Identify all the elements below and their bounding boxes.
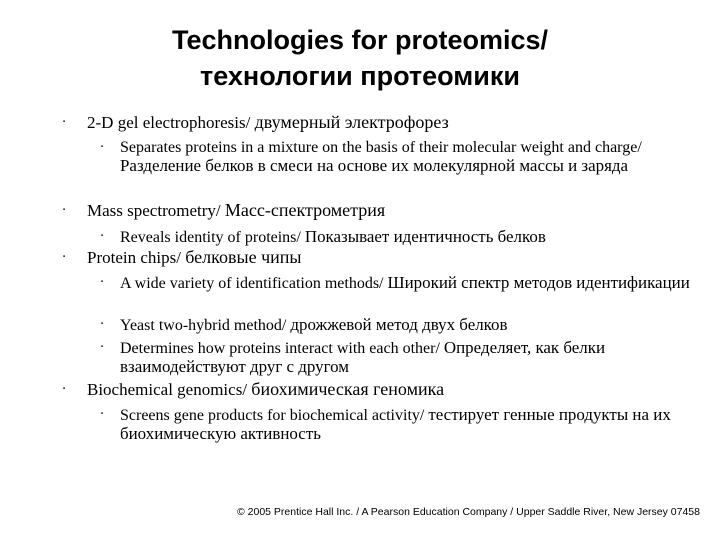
list-subitem [100, 273, 690, 293]
slide-title-russian: технологии протеомики [200, 61, 520, 91]
bullet-dot-icon: · [100, 275, 105, 290]
item-text-en: Protein chips/ [87, 248, 186, 267]
subitem-text-ru: Широкий спектр методов идентификации [387, 273, 690, 292]
subitem-text-ru: тестирует генные продукты на их биохимическую активность [120, 405, 671, 443]
bullet-dot-icon: · [100, 317, 105, 332]
bullet-dot-icon: · [100, 140, 105, 155]
list-subitem [100, 227, 690, 247]
bullet-dot-icon: · [62, 203, 67, 218]
slide-title [0, 22, 720, 94]
subitem-text-ru: Показывает идентичность белков [304, 227, 546, 246]
bullet-dot-icon: · [100, 340, 105, 355]
list-item [62, 200, 697, 220]
subitem-text-en: Determines how proteins interact with each other/ [120, 340, 444, 357]
subitem-text-en: Reveals identity of proteins/ [120, 229, 305, 246]
list-item [62, 247, 697, 267]
list-subitem [100, 315, 690, 335]
bullet-dot-icon: · [62, 115, 67, 130]
item-text-en: 2-D gel electrophoresis/ [87, 113, 255, 132]
item-text-en: Mass spectrometry/ [87, 201, 225, 220]
subitem-text-ru: дрожжевой метод двух белков [290, 315, 508, 334]
item-text-en: Biochemical genomics/ [87, 380, 252, 399]
item-text-ru: Масс-спектрометрия [224, 200, 386, 220]
item-text-ru: белковые чипы [185, 247, 302, 267]
list-subitem [100, 338, 690, 377]
bullet-dot-icon: · [100, 407, 105, 422]
subitem-text-en: Screens gene products for biochemical activity/ [120, 407, 429, 424]
list-item [62, 112, 697, 132]
subitem-text-en: Separates proteins in a mixture on the basis of their molecular weight and charge/ [120, 139, 642, 156]
list-item [62, 379, 697, 399]
list-subitem [100, 139, 690, 176]
item-text-ru: биохимическая геномика [251, 379, 445, 399]
bullet-dot-icon: · [62, 250, 67, 265]
list-subitem [100, 405, 690, 444]
bullet-dot-icon: · [62, 382, 67, 397]
subitem-text-en: A wide variety of identification methods/ [120, 275, 388, 292]
slide-title-english: Technologies for proteomics/ [171, 25, 549, 55]
subitem-text-ru: Определяет, как белки взаимодействуют друг с другом [120, 338, 606, 376]
subitem-text-en: Yeast two-hybrid method/ [120, 317, 291, 334]
subitem-text-ru: Разделение белков в смеси на основе их молекулярной массы и заряда [120, 156, 628, 175]
item-text-ru: двумерный электрофорез [254, 112, 449, 132]
copyright-footer: © 2005 Prentice Hall Inc. / A Pearson Education Company / Upper Saddle River, New Jersey 07458 [237, 506, 700, 518]
bullet-dot-icon: · [100, 229, 105, 244]
